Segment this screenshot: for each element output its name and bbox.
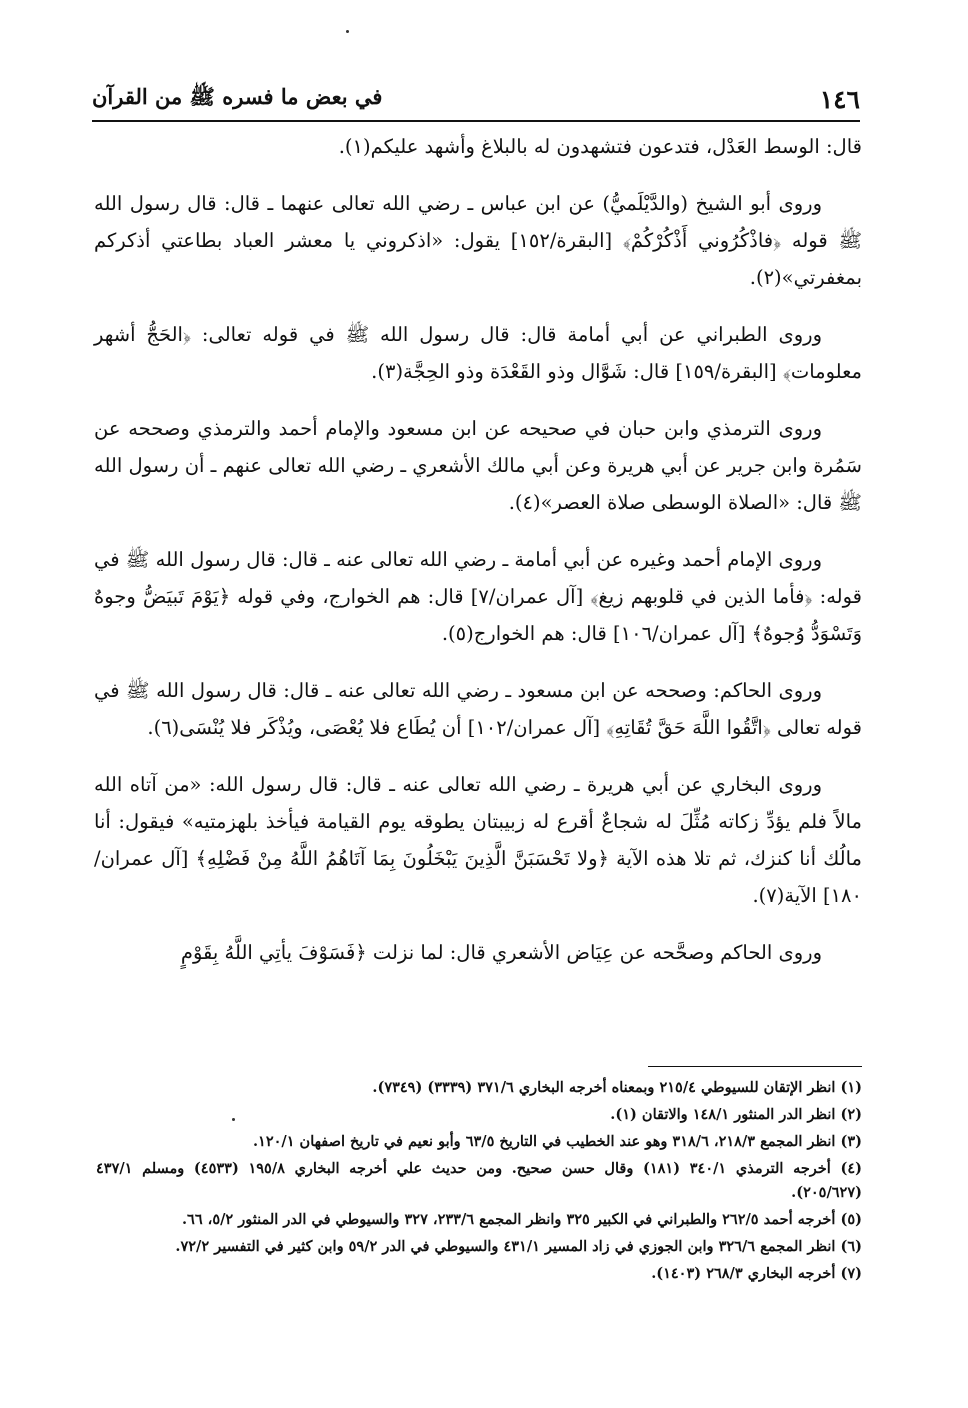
footnote: (٢) انظر الدر المنثور ١٤٨/١ والاتقان (١). bbox=[610, 1106, 862, 1123]
paragraph: قال: الوسط العَدْل، فتدعون فتشهدون له بالبلاغ وأشهد عليكم(١). bbox=[338, 135, 862, 158]
paragraph: وروى الحاكم وصحَّحه عن عِيَاض الأشعري قال: لما نزلت ﴿فَسَوْفَ يأتِي اللَّهُ بِقَوْمٍ bbox=[180, 941, 822, 964]
main-text bbox=[94, 128, 862, 991]
running-title: في بعض ما فسره ﷺ من القرآن bbox=[92, 83, 383, 109]
scan-speck bbox=[232, 1118, 235, 1121]
footnote: (٤) أخرجه الترمذي ٣٤٠/١ (١٨١) وقال حسن صحيح. ومن حديث علي أخرجه البخاري ١٩٥/٨ (٤٥٣٣) ومسلم ٤٣٧/١ (٢٠٥/٦٢٧). bbox=[96, 1160, 862, 1201]
footnote-rule bbox=[648, 1066, 862, 1067]
footnote: (٦) انظر المجمع ٣٢٦/٦ وابن الجوزي في زاد المسير ٤٣١/١ والسيوطي في الدر ٥٩/٢ وابن كثير في التفسير ٧٢/٢. bbox=[175, 1238, 862, 1255]
page-header bbox=[92, 82, 860, 116]
page-number: ١٤٦ bbox=[819, 84, 860, 114]
paragraph: وروى أبو الشيخ (والدَّيْلَميُّ) عن ابن عباس ـ رضي الله تعالى عنهما ـ قال: قال رسول الله ﷺ قوله ﴿فاذْكُرُوني أَذْكُرْكُمْ﴾ [البقرة/١٥٢] يقول: «اذكروني يا معشر العباد بطاعتي أذكركم بمغفرتي»(٢). bbox=[94, 192, 863, 289]
paragraph: وروى البخاري عن أبي هريرة ـ رضي الله تعالى عنه ـ قال: قال رسول الله: «من آتاه الله مالاً فلم يؤدِّ زكاته مُثِّلَ له شجاعٌ أقرع له زبيبتان يطوقه يوم القيامة فيأخذ بلهزمتيه» فيقول: أنا مالُك أنا كنزك، ثم تلا هذه الآية ﴿ولا تَحْسَبَنَّ الَّذِينَ يَبْخَلُونَ بِمَا آتَاهُمُ اللَّهُ مِنْ فَضْلِهِ﴾ [آل عمران/١٨٠] الآية(٧). bbox=[94, 773, 862, 907]
footnote: (١) انظر الإتقان للسيوطي ٢١٥/٤ وبمعناه أخرجه البخاري ٣٧١/٦ (٣٣٣٩) (٧٣٤٩). bbox=[372, 1079, 862, 1096]
footnote: (٣) انظر المجمع ٢١٨/٣، ٣١٨/٦ وهو عند الخطيب في التاريخ ٦٣/٥ وأبو نعيم في تاريخ اصفهان ١٢٠/١. bbox=[252, 1133, 862, 1150]
paragraph: وروى الحاكم: وصححه عن ابن مسعود ـ رضي الله تعالى عنه ـ قال: قال رسول الله ﷺ في قوله تعالى ﴿اتَّقُوا اللَّهَ حَقَّ تُقَاتِهِ﴾ [آل عمران/١٠٢] أن يُطَاع فلا يُعْصَى، ويُذْكَر فلا يُنْسَى(٦). bbox=[94, 679, 862, 739]
footnotes bbox=[96, 1076, 862, 1289]
footnote: (٥) أخرجه أحمد ٢٦٢/٥ والطبراني في الكبير ٣٢٥ وانظر المجمع ٢٣٣/٦، ٣٢٧ والسيوطي في الدر المنثور ٥/٢، ٦٦. bbox=[181, 1211, 862, 1228]
paragraph: وروى الطبراني عن أبي أمامة قال: قال رسول الله ﷺ في قوله تعالى: ﴿الحَجُّ أشهر معلومات﴾ [البقرة/١٥٩] قال: شَوَّال وذو القَعْدَة وذو الحِجَّة(٣). bbox=[94, 323, 862, 383]
paragraph: وروى الترمذي وابن حبان في صحيحه عن ابن مسعود والإمام أحمد والترمذي وصححه عن سَمُرة وابن جرير عن أبي هريرة وعن أبي مالك الأشعري ـ رضي الله تعالى عنهم ـ أن رسول الله ﷺ قال: «الصلاة الوسطى صلاة العصر»(٤). bbox=[94, 417, 862, 514]
footnote: (٧) أخرجه البخاري ٢٦٨/٣ (١٤٠٣). bbox=[651, 1265, 862, 1282]
paragraph: وروى الإمام أحمد وغيره عن أبي أمامة ـ رضي الله تعالى عنه ـ قال: قال رسول الله ﷺ في قوله: ﴿فأما الذين في قلوبهم زيغ﴾ [آل عمران/٧] قال: هم الخوارج، وفي قوله ﴿يَوْمَ تَبيَضُّ وجوهٌ وَتَسْوَدُّ وُجوهٌ﴾ [آل عمران/١٠٦] قال: هم الخوارج(٥). bbox=[94, 548, 862, 645]
header-rule bbox=[92, 120, 860, 122]
scan-speck bbox=[346, 30, 349, 33]
